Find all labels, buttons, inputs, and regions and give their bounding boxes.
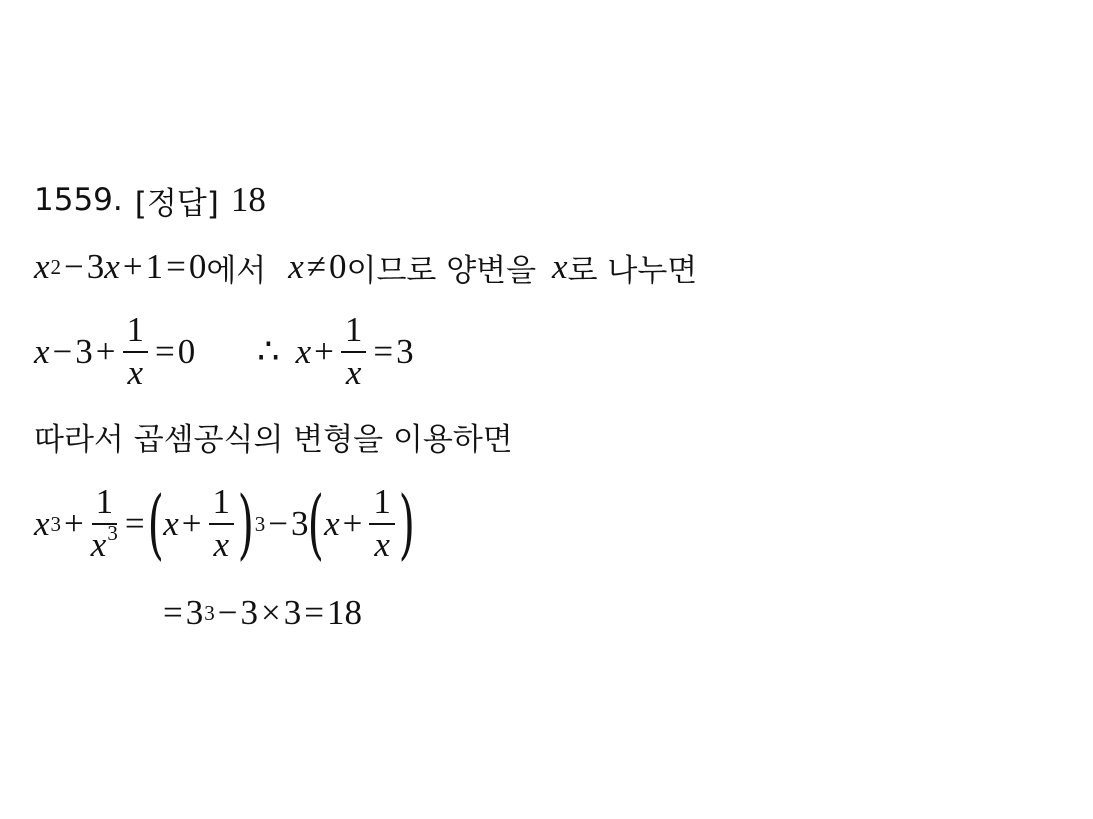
eq5-base: 3 bbox=[185, 593, 204, 632]
eq1-minus: − bbox=[64, 247, 84, 286]
eq2-plus: + bbox=[95, 332, 116, 371]
right-paren-2: ) bbox=[398, 478, 415, 568]
text-ro: 로 나누면 bbox=[567, 252, 698, 289]
eq4-inner2-x: x bbox=[324, 504, 340, 543]
eq4-frac-den bbox=[90, 521, 118, 564]
eq2b-plus: + bbox=[314, 332, 334, 371]
text-eseo: 에서 bbox=[206, 252, 267, 289]
eq5-a: 3 bbox=[240, 593, 258, 632]
problem-header bbox=[34, 178, 266, 222]
eq4-inner2-plus: + bbox=[342, 504, 363, 543]
eq1-coef: 3 bbox=[86, 247, 105, 286]
divisor-x: x bbox=[552, 247, 568, 286]
eq1-zero: 0 bbox=[188, 247, 207, 286]
therefore-symbol: ∴ bbox=[257, 332, 280, 371]
eq2b-frac-den: x bbox=[345, 353, 362, 392]
right-paren-1: ) bbox=[237, 478, 255, 568]
equation-line-4: x 3 + $\frac{1}{x^3}$ = ( x + $\frac{1}{x}$ ) 3 − 3 ( x + $\frac{1}{x}$ ) bbox=[34, 478, 415, 568]
eq2b-fraction bbox=[341, 312, 367, 392]
eq1-x: x bbox=[34, 247, 50, 286]
text-ttaraseo: 따라서 곱셈공식의 변형을 이용하면 bbox=[34, 421, 513, 458]
eq2-frac-num: 1 bbox=[123, 312, 149, 353]
equation-line-2 bbox=[34, 310, 414, 394]
eq4-plus: + bbox=[64, 504, 84, 543]
eq4-frac-den-x: x bbox=[90, 525, 107, 564]
left-paren-1: ( bbox=[147, 478, 164, 568]
eq4-fraction bbox=[91, 484, 118, 564]
cond-neq: ≠ bbox=[306, 247, 327, 286]
eq1-one: 1 bbox=[145, 247, 164, 286]
eq4-inner2-fraction bbox=[369, 484, 395, 564]
eq4-inner-frac-den: x bbox=[213, 525, 230, 564]
eq4-minus: − bbox=[268, 504, 288, 543]
eq2b-x: x bbox=[295, 332, 312, 371]
eq2-three: 3 bbox=[75, 332, 93, 371]
eq4-inner2-frac-den: x bbox=[374, 525, 390, 564]
eq5-equals: = bbox=[163, 593, 183, 632]
eq4-inner2-frac-num: 1 bbox=[369, 484, 395, 525]
text-imeuro: 이므로 양변을 bbox=[346, 252, 537, 289]
eq4-coef: 3 bbox=[290, 504, 309, 543]
eq2-zero: 0 bbox=[177, 332, 196, 371]
answer-value: 18 bbox=[230, 180, 266, 219]
eq5-times: × bbox=[261, 593, 281, 632]
eq2-x: x bbox=[34, 332, 50, 371]
left-paren-2: ( bbox=[308, 478, 325, 568]
eq4-inner-x: x bbox=[163, 504, 179, 543]
eq5-equals2: = bbox=[304, 593, 324, 632]
equation-line-1: x 2 − 3 x + 1 = 0 에서 x ≠ 0 이므로 양변을 x 로 나누면 bbox=[34, 244, 697, 290]
eq4-inner-fraction bbox=[209, 484, 235, 564]
eq2-equals: = bbox=[155, 332, 175, 371]
eq5-minus: − bbox=[217, 593, 238, 632]
explanation-text bbox=[34, 414, 513, 458]
eq4-inner-plus: + bbox=[181, 504, 202, 543]
eq2b-three: 3 bbox=[396, 332, 414, 371]
eq2-minus: − bbox=[52, 332, 73, 371]
eq1-equals: = bbox=[166, 247, 186, 286]
equation-line-5: = 3 3 − 3 × 3 = 18 bbox=[160, 590, 362, 636]
eq4-frac-den-exp: 3 bbox=[107, 521, 118, 546]
eq2-frac-den: x bbox=[127, 353, 144, 392]
eq2-fraction bbox=[123, 312, 149, 392]
eq4-x: x bbox=[34, 504, 50, 543]
eq5-b: 3 bbox=[283, 593, 302, 632]
answer-label: [정답] bbox=[134, 185, 219, 222]
eq2b-frac-num: 1 bbox=[341, 312, 367, 353]
eq2b-equals: = bbox=[373, 332, 394, 371]
eq4-inner-frac-num: 1 bbox=[209, 484, 235, 525]
eq1-x2: x bbox=[104, 247, 120, 286]
eq4-frac-num: 1 bbox=[92, 484, 118, 525]
eq4-equals: = bbox=[124, 504, 145, 543]
problem-number: 1559. bbox=[34, 182, 123, 218]
eq1-plus: + bbox=[122, 247, 143, 286]
eq5-result: 18 bbox=[327, 593, 362, 632]
cond-x: x bbox=[288, 247, 304, 286]
cond-zero: 0 bbox=[329, 247, 347, 286]
